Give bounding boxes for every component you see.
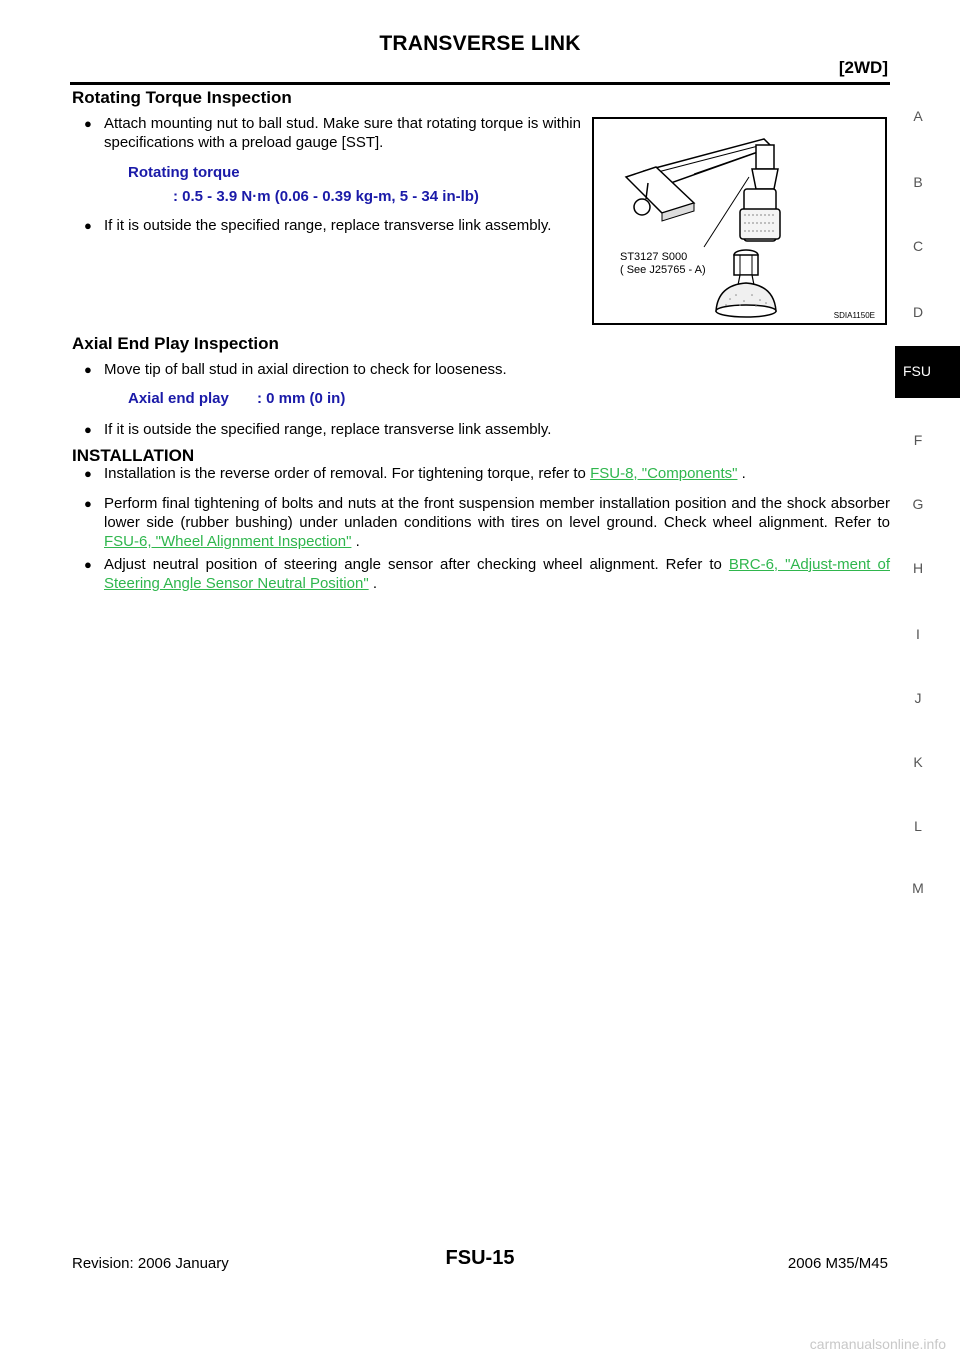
bullet-icon: ● <box>84 496 92 511</box>
spec-label-axial: Axial end play <box>128 390 229 407</box>
bullet-icon: ● <box>84 218 92 233</box>
preload-gauge-illustration <box>594 119 885 323</box>
link-brc-6-steering-angle[interactable]: BRC-6, "Adjust-ment of Steering Angle Sensor Neutral Position" <box>104 556 890 592</box>
bullet-icon: ● <box>84 466 92 481</box>
footer-revision: Revision: 2006 January <box>72 1255 229 1272</box>
bullet-text: If it is outside the specified range, replace transverse link assembly. <box>104 217 552 234</box>
tool-label-1: ST3127 S000 <box>620 251 688 263</box>
side-index-d[interactable]: D <box>912 304 924 320</box>
footer-page-number: FSU-15 <box>445 1247 515 1269</box>
bullet-text: Attach mounting nut to ball stud. Make sure that rotating torque is within specifications with a preload gauge [SST]. <box>104 115 581 151</box>
side-index-k[interactable]: K <box>913 754 923 770</box>
bullet-icon: ● <box>84 422 92 437</box>
side-index-c[interactable]: C <box>912 238 924 254</box>
side-index-i[interactable]: I <box>916 626 920 642</box>
bullet-installation-3 <box>84 555 890 593</box>
bullet-icon: ● <box>84 557 92 572</box>
section-title-axial: Axial End Play Inspection <box>72 334 279 353</box>
bullet-text: Move tip of ball stud in axial direction to check for looseness. <box>104 361 507 378</box>
side-index-b[interactable]: B <box>913 174 923 190</box>
tool-label-2: ( See J25765 - A) <box>620 264 706 276</box>
footer-model: 2006 M35/M45 <box>787 1255 888 1272</box>
section-title-rotating: Rotating Torque Inspection <box>72 88 292 107</box>
side-index-f[interactable]: F <box>913 432 923 448</box>
page-subtitle: [2WD] <box>838 58 888 77</box>
side-index-j[interactable]: J <box>914 690 922 706</box>
link-fsu-6-wheel-alignment[interactable]: FSU-6, "Wheel Alignment Inspection" <box>104 533 352 550</box>
section-title-installation: INSTALLATION <box>72 446 195 465</box>
side-index-g[interactable]: G <box>912 496 924 512</box>
bullet-installation-1 <box>84 464 890 483</box>
preload-gauge-figure <box>592 117 887 325</box>
bullet-rotating-1 <box>84 114 581 152</box>
side-index-a[interactable]: A <box>913 108 923 124</box>
link-fsu-8-components[interactable]: FSU-8, "Components" <box>590 465 738 482</box>
side-index-h[interactable]: H <box>912 560 924 576</box>
side-index-l[interactable]: L <box>914 818 922 834</box>
bullet-axial-1 <box>84 360 884 379</box>
figure-code: SDIA1150E <box>833 311 875 320</box>
bullet-text: Installation is the reverse order of removal. For tightening torque, refer to FSU-8, "Components" . <box>104 465 746 482</box>
bullet-text: Adjust neutral position of steering angle sensor after checking wheel alignment. Refer to BRC-6, "Adjust-ment of Steering Angle Sensor Neutral Position" . <box>104 556 890 592</box>
bullet-axial-2 <box>84 420 884 439</box>
bullet-text: Perform final tightening of bolts and nuts at the front suspension member installation position and the shock absorber lower side (rubber bushing) under unladen conditions with tires on level ground. Check wheel alignment. Refer to FSU-6, "Wheel Alignment Inspection" . <box>104 495 890 550</box>
bullet-rotating-2 <box>84 216 581 235</box>
header-rule <box>70 82 890 85</box>
bullet-installation-2 <box>84 494 890 551</box>
side-index-m[interactable]: M <box>912 880 924 896</box>
spec-value-axial: : 0 mm (0 in) <box>257 390 346 407</box>
side-index-fsu-active[interactable]: FSU <box>895 346 960 398</box>
watermark: carmanualsonline.info <box>809 1336 946 1352</box>
page-title: TRANSVERSE LINK <box>379 32 581 55</box>
spec-value-rotating: : 0.5 - 3.9 N·m (0.06 - 0.39 kg-m, 5 - 34 in-lb) <box>173 188 479 205</box>
spec-label-rotating: Rotating torque <box>128 164 240 181</box>
bullet-text: If it is outside the specified range, replace transverse link assembly. <box>104 421 552 438</box>
bullet-icon: ● <box>84 116 92 131</box>
bullet-icon: ● <box>84 362 92 377</box>
